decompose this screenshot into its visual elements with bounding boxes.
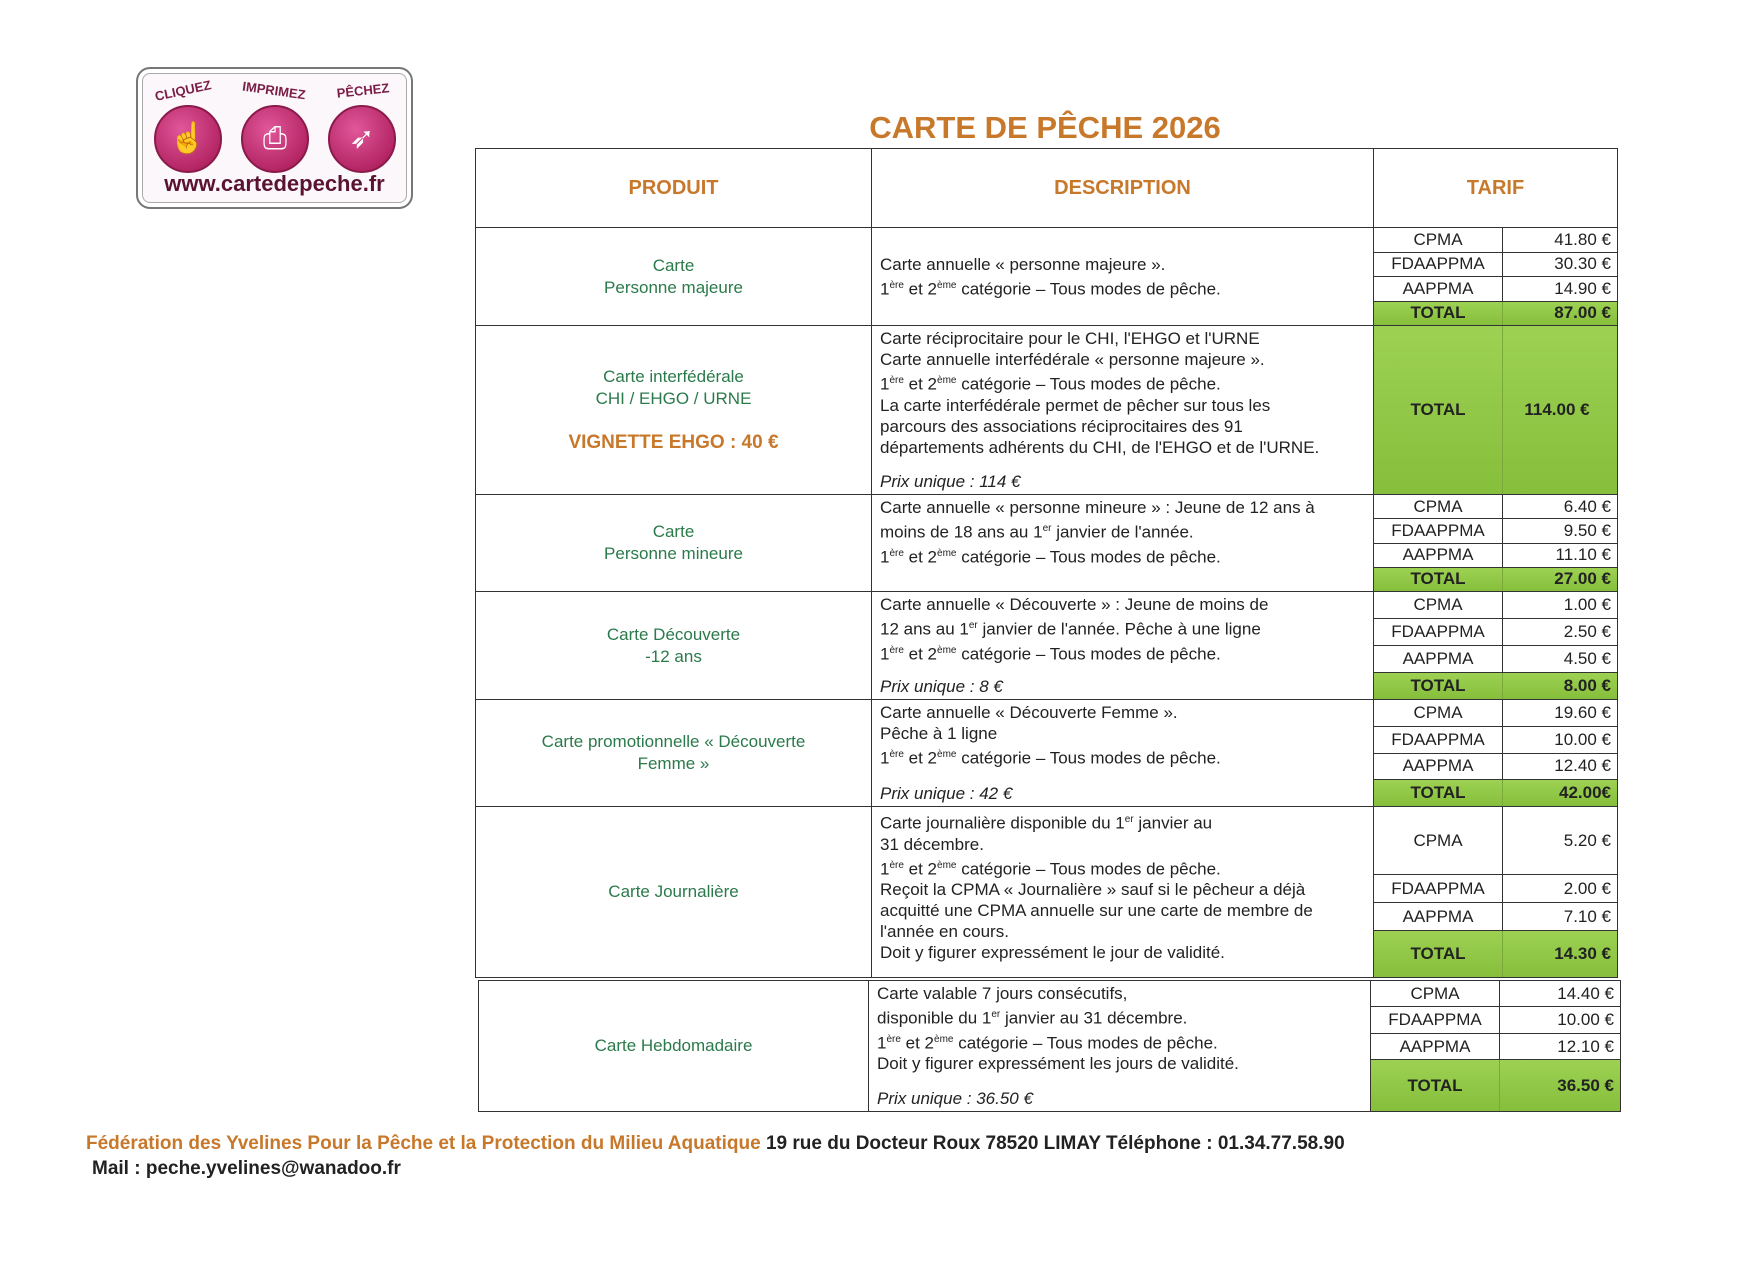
description-line: 1ère et 2ème catégorie – Tous modes de pêche.: [880, 279, 1221, 299]
tarif-label: FDAAPPMA: [1374, 875, 1503, 902]
description-cell: [872, 807, 1374, 977]
tarif-label: AAPPMA: [1374, 544, 1503, 567]
tarif-line: [1374, 874, 1617, 902]
tarif-value: 9.50 €: [1563, 520, 1611, 540]
description-line: Carte annuelle « personne mineure » : Jeune de 12 ans à: [880, 498, 1315, 517]
table-row: [476, 699, 1617, 806]
description-line: Pêche à 1 ligne: [880, 724, 998, 743]
description-line: Carte journalière disponible du 1er janvier au: [880, 813, 1213, 833]
tarif-label: CPMA: [1374, 228, 1503, 252]
product-name-line: Carte: [652, 255, 695, 275]
total-line: [1374, 567, 1617, 591]
total-value: 27.00 €: [1554, 569, 1611, 589]
tarif-value: 11.10 €: [1555, 545, 1611, 565]
description-cell: [872, 228, 1374, 325]
tarif-label: AAPPMA: [1374, 903, 1503, 930]
tarif-cell: [1374, 807, 1617, 977]
product-name-line: Carte Découverte: [606, 624, 741, 644]
product-name-line: CHI / EHGO / URNE: [595, 389, 752, 408]
footer-mail: Mail : peche.yvelines@wanadoo.fr: [92, 1158, 401, 1179]
tarif-value: 10.00 €: [1557, 1010, 1614, 1030]
vignette-ehgo: VIGNETTE EHGO : 40 €: [568, 432, 779, 453]
description-cell: [872, 326, 1374, 494]
total-line: [1374, 672, 1617, 699]
tarif-value: 1.00 €: [1563, 595, 1611, 614]
total-value: 8.00 €: [1563, 676, 1611, 695]
tarif-label: CPMA: [1374, 700, 1503, 726]
description-line: 1ère et 2ème catégorie – Tous modes de pêche.: [877, 1033, 1218, 1053]
description-line: Carte annuelle « personne majeure ».: [880, 254, 1166, 274]
product-name-line: Carte Hebdomadaire: [594, 1036, 753, 1055]
tarif-value: 12.10 €: [1557, 1036, 1614, 1056]
total-value: 14.30 €: [1554, 944, 1611, 964]
product-name-line: Femme »: [637, 754, 710, 773]
description-line: Doit y figurer expressément les jours de validité.: [877, 1054, 1239, 1074]
hand-pointer-icon: ☝: [154, 105, 222, 173]
tarif-label: AAPPMA: [1374, 277, 1503, 301]
table-row: [476, 227, 1617, 325]
product-cell: [476, 495, 872, 591]
description-line: 1ère et 2ème catégorie – Tous modes de pêche.: [880, 748, 1221, 768]
tarif-label: CPMA: [1371, 981, 1500, 1006]
description-line: Doit y figurer expressément le jour de validité.: [880, 943, 1225, 963]
table-row: [476, 591, 1617, 699]
total-value: 114.00 €: [1524, 400, 1590, 419]
product-name-line: Carte: [652, 522, 695, 541]
total-label: TOTAL: [1374, 780, 1503, 806]
header-produit: PRODUIT: [476, 149, 872, 227]
product-name-line: -12 ans: [645, 646, 702, 666]
price-table-hebdomadaire: [478, 980, 1621, 1112]
tarif-cell: [1374, 326, 1617, 494]
tarif-value: 10.00 €: [1554, 729, 1611, 749]
logo-label-cliquez: CLIQUEZ: [153, 77, 213, 104]
tarif-line: [1374, 518, 1617, 542]
tarif-line: [1374, 543, 1617, 567]
price-note: Prix unique : 42 €: [880, 784, 1013, 803]
total-line: [1374, 301, 1617, 326]
header-tarif: TARIF: [1466, 176, 1525, 199]
tarif-value: 19.60 €: [1554, 702, 1611, 722]
tarif-label: AAPPMA: [1374, 754, 1503, 780]
tarif-line: [1374, 228, 1617, 252]
tarif-value: 12.40 €: [1554, 756, 1611, 776]
tarif-line: [1374, 645, 1617, 672]
description-line: 1ère et 2ème catégorie – Tous modes de pêche.: [880, 374, 1221, 394]
tarif-label: FDAAPPMA: [1374, 727, 1503, 753]
description-line: Carte valable 7 jours consécutifs,: [877, 984, 1128, 1003]
tarif-cell: [1374, 228, 1617, 325]
tarif-label: FDAAPPMA: [1374, 619, 1503, 645]
description-line: La carte interfédérale permet de pêcher sur tous les: [880, 395, 1271, 415]
table-header: [476, 149, 1617, 227]
tarif-line: [1374, 807, 1617, 874]
description-line: départements adhérents du CHI, de l'EHGO et de l'URNE.: [880, 437, 1320, 457]
total-line: [1374, 779, 1617, 806]
total-label: TOTAL: [1371, 1060, 1500, 1111]
tarif-value: 14.90 €: [1554, 278, 1611, 298]
total-line: [1374, 326, 1617, 494]
tarif-line: [1374, 592, 1617, 618]
product-cell: [476, 700, 872, 806]
tarif-line: [1374, 618, 1617, 645]
description-line: Reçoit la CPMA « Journalière » sauf si le pêcheur a déjà: [880, 880, 1306, 900]
tarif-line: [1374, 700, 1617, 726]
price-table: [475, 148, 1618, 978]
table-row: [479, 981, 1620, 1111]
description-cell: [872, 592, 1374, 699]
description-line: acquitté une CPMA annuelle sur une carte de membre de: [880, 901, 1313, 921]
logo-label-pechez: PÊCHEZ: [335, 80, 390, 101]
table-row: [476, 806, 1617, 977]
product-name-line: Personne mineure: [604, 544, 743, 563]
tarif-line: [1374, 252, 1617, 277]
product-name-line: Carte interfédérale: [603, 367, 744, 386]
price-note: Prix unique : 114 €: [880, 472, 1021, 491]
tarif-line: [1371, 981, 1620, 1006]
total-label: TOTAL: [1374, 302, 1503, 326]
product-name-line: Carte promotionnelle « Découverte: [541, 732, 806, 751]
description-line: 1ère et 2ème catégorie – Tous modes de pêche.: [880, 547, 1221, 567]
description-line: 12 ans au 1er janvier de l'année. Pêche à une ligne: [880, 619, 1261, 639]
description-line: Carte annuelle interfédérale « personne majeure ».: [880, 350, 1265, 369]
description-line: moins de 18 ans au 1er janvier de l'année.: [880, 522, 1194, 542]
total-value: 87.00 €: [1554, 303, 1611, 323]
tarif-value: 2.00 €: [1563, 878, 1611, 898]
tarif-label: FDAAPPMA: [1371, 1007, 1500, 1032]
description-line: l'année en cours.: [880, 922, 1009, 942]
page-title: CARTE DE PÊCHE 2026: [869, 110, 1221, 145]
description-line: 1ère et 2ème catégorie – Tous modes de pêche.: [880, 859, 1221, 879]
tarif-value: 2.50 €: [1563, 622, 1611, 641]
tarif-cell: [1374, 592, 1617, 699]
tarif-label: AAPPMA: [1371, 1034, 1500, 1059]
description-cell: [872, 495, 1374, 591]
tarif-line: [1374, 276, 1617, 301]
tarif-line: [1374, 726, 1617, 753]
footer-address: [86, 1133, 1345, 1155]
tarif-label: CPMA: [1374, 807, 1503, 874]
tarif-value: 14.40 €: [1557, 983, 1614, 1003]
total-label: TOTAL: [1374, 568, 1503, 591]
tarif-label: CPMA: [1374, 495, 1503, 518]
tarif-line: [1374, 495, 1617, 518]
table-row: [476, 325, 1617, 494]
product-cell: [476, 228, 872, 325]
product-name-line: Carte Journalière: [608, 882, 739, 901]
total-label: TOTAL: [1374, 326, 1503, 494]
total-label: TOTAL: [1374, 673, 1503, 699]
product-cell: [476, 326, 872, 494]
fish-icon: ➶: [328, 105, 396, 173]
table-row: [476, 494, 1617, 591]
tarif-value: 4.50 €: [1563, 649, 1611, 668]
federation-name: Fédération des Yvelines Pour la Pêche et la Protection du Milieu Aquatique: [86, 1133, 761, 1154]
total-line: [1371, 1059, 1620, 1111]
description-line: disponible du 1er janvier au 31 décembre.: [877, 1008, 1188, 1028]
description-line: Carte réciprocitaire pour le CHI, l'EHGO et l'URNE: [880, 329, 1260, 348]
tarif-label: FDAAPPMA: [1374, 253, 1503, 277]
product-cell: [476, 592, 872, 699]
total-line: [1374, 930, 1617, 977]
description-cell: [869, 981, 1371, 1111]
header-description: DESCRIPTION: [872, 149, 1374, 227]
tarif-line: [1371, 1006, 1620, 1032]
printer-icon: ⎙: [241, 105, 309, 173]
tarif-line: [1371, 1033, 1620, 1059]
logo-label-imprimez: IMPRIMEZ: [241, 78, 307, 103]
description-line: Carte annuelle « Découverte Femme ».: [880, 703, 1178, 722]
tarif-cell: [1374, 495, 1617, 591]
tarif-value: 41.80 €: [1554, 229, 1611, 249]
total-value: 36.50 €: [1557, 1075, 1614, 1095]
product-cell: [479, 981, 869, 1111]
tarif-value: 7.10 €: [1563, 906, 1611, 926]
product-cell: [476, 807, 872, 977]
description-line: parcours des associations réciprocitaires des 91: [880, 416, 1243, 436]
tarif-value: 30.30 €: [1554, 254, 1611, 274]
total-label: TOTAL: [1374, 931, 1503, 977]
product-name-line: Personne majeure: [604, 277, 743, 297]
price-note: Prix unique : 36.50 €: [877, 1089, 1033, 1108]
description-line: 31 décembre.: [880, 834, 984, 854]
description-cell: [872, 700, 1374, 806]
tarif-value: 5.20 €: [1563, 830, 1611, 850]
tarif-cell: [1371, 981, 1620, 1111]
address-phone: 19 rue du Docteur Roux 78520 LIMAY Téléphone : 01.34.77.58.90: [760, 1133, 1345, 1154]
tarif-label: AAPPMA: [1374, 646, 1503, 672]
logo-url: www.cartedepeche.fr: [164, 171, 385, 196]
description-line: Carte annuelle « Découverte » : Jeune de moins de: [880, 595, 1269, 614]
total-value: 42.00€: [1559, 783, 1611, 803]
tarif-line: [1374, 753, 1617, 780]
price-note: Prix unique : 8 €: [880, 677, 1003, 696]
tarif-cell: [1374, 700, 1617, 806]
tarif-label: CPMA: [1374, 592, 1503, 618]
tarif-label: FDAAPPMA: [1374, 519, 1503, 542]
description-line: 1ère et 2ème catégorie – Tous modes de pêche.: [880, 644, 1221, 664]
tarif-line: [1374, 902, 1617, 930]
tarif-value: 6.40 €: [1563, 496, 1611, 516]
